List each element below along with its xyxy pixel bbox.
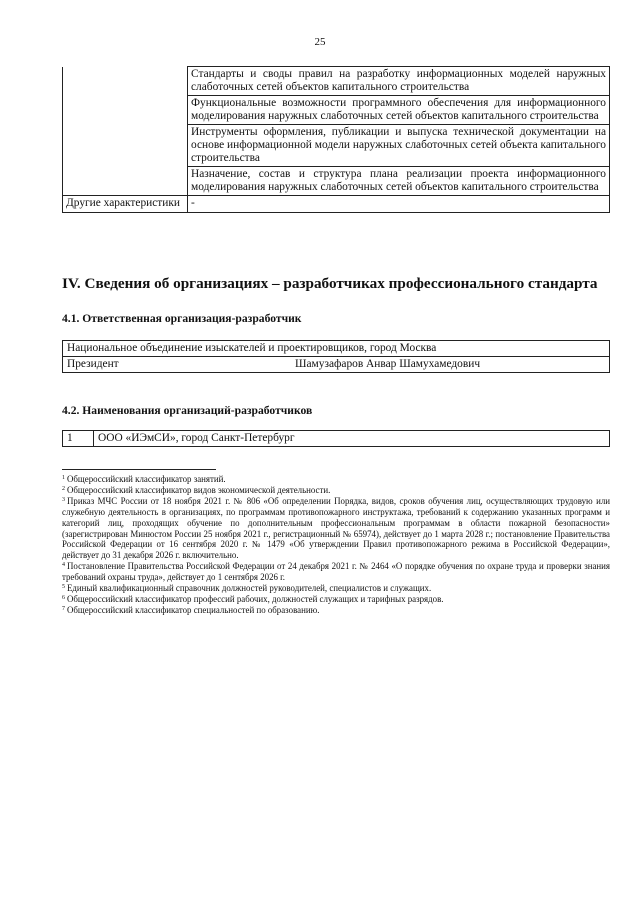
knowledge-table: [62, 66, 610, 213]
footnote: $^1$ Общероссийский классификатор занятий.: [62, 474, 226, 484]
table-row: [63, 341, 610, 357]
table-row: [63, 67, 610, 96]
other-characteristics-label: Другие характеристики: [63, 196, 188, 213]
table-label-cell: [63, 67, 188, 196]
page-number: 25: [314, 36, 326, 48]
developer-orgs-table: [62, 430, 610, 447]
footnote: $^4$ Постановление Правительства Российской Федерации от 24 декабря 2021 г. № 2464 «О порядке обучения по охране труда и проверки знания требований охраны труда», действует до 1 сентября 2026 г.: [62, 561, 610, 583]
table-row: [63, 431, 610, 447]
footnote: $^2$ Общероссийский классификатор видов экономической деятельности.: [62, 484, 331, 495]
section-title: IV. Сведения об организациях – разработчиках профессионального стандарта: [62, 275, 598, 292]
developer-org-name: ООО «ИЭмСИ», город Санкт-Петербург: [94, 431, 610, 447]
table-row: [63, 196, 610, 213]
org-name: Национальное объединение изыскателей и проектировщиков, город Москва: [63, 341, 610, 357]
responsible-org-table: [62, 340, 610, 373]
footnote: $^7$ Общероссийский классификатор специальностей по образованию.: [62, 604, 320, 615]
head-name: Шамузафаров Анвар Шамухамедович: [291, 357, 610, 373]
other-characteristics-value: -: [188, 196, 610, 213]
responsible-org-heading: 4.1. Ответственная организация-разработчик: [62, 312, 302, 325]
knowledge-item: Стандарты и своды правил на разработку информационных моделей наружных слаботочных сетей объектов капитального строительства: [188, 67, 610, 96]
developer-orgs-heading: 4.2. Наименования организаций-разработчиков: [62, 404, 313, 417]
knowledge-item: Назначение, состав и структура плана реализации проекта информационного моделирования наружных слаботочных сетей объектов капитального строительства: [188, 167, 610, 196]
footnote: $^5$ Единый квалификационный справочник должностей руководителей, специалистов и служащих.: [62, 583, 432, 594]
knowledge-item: Функциональные возможности программного обеспечения для информационного моделирования наружных слаботочных сетей объектов капитального строительства: [188, 96, 610, 125]
footnotes: [62, 474, 610, 616]
footnote-divider: [62, 469, 216, 470]
head-position: Президент: [63, 357, 292, 373]
row-number: 1: [63, 431, 94, 447]
footnote: $^3$ Приказ МЧС России от 18 ноября 2021 г. № 806 «Об определении Порядка, видов, сроков обучения лиц, осуществляющих трудовую или служебную деятельность в организациях, по программам противопожарного инструктажа, требований к содержанию указанных программ и категорий лиц, проходящих обучение по дополнительным профессиональным программам в области пожарной безопасности» (зарегистрирован Минюстом России 25 ноября 2021 г., регистрационный № 65974), действует до 1 марта 2028 г.; постановление Правительства Российской Федерации от 16 сентября 2020 г. № 1479 «Об утверждении Правил противопожарного режима в Российской Федерации», действует до 31 декабря 2026 г. включительно.: [62, 495, 610, 561]
knowledge-item: Инструменты оформления, публикации и выпуска технической документации на основе информационной модели наружных слаботочных сетей объекта капитального строительства: [188, 125, 610, 167]
footnote: $^6$ Общероссийский классификатор профессий рабочих, должностей служащих и тарифных разрядов.: [62, 593, 444, 604]
table-row: [63, 357, 610, 373]
